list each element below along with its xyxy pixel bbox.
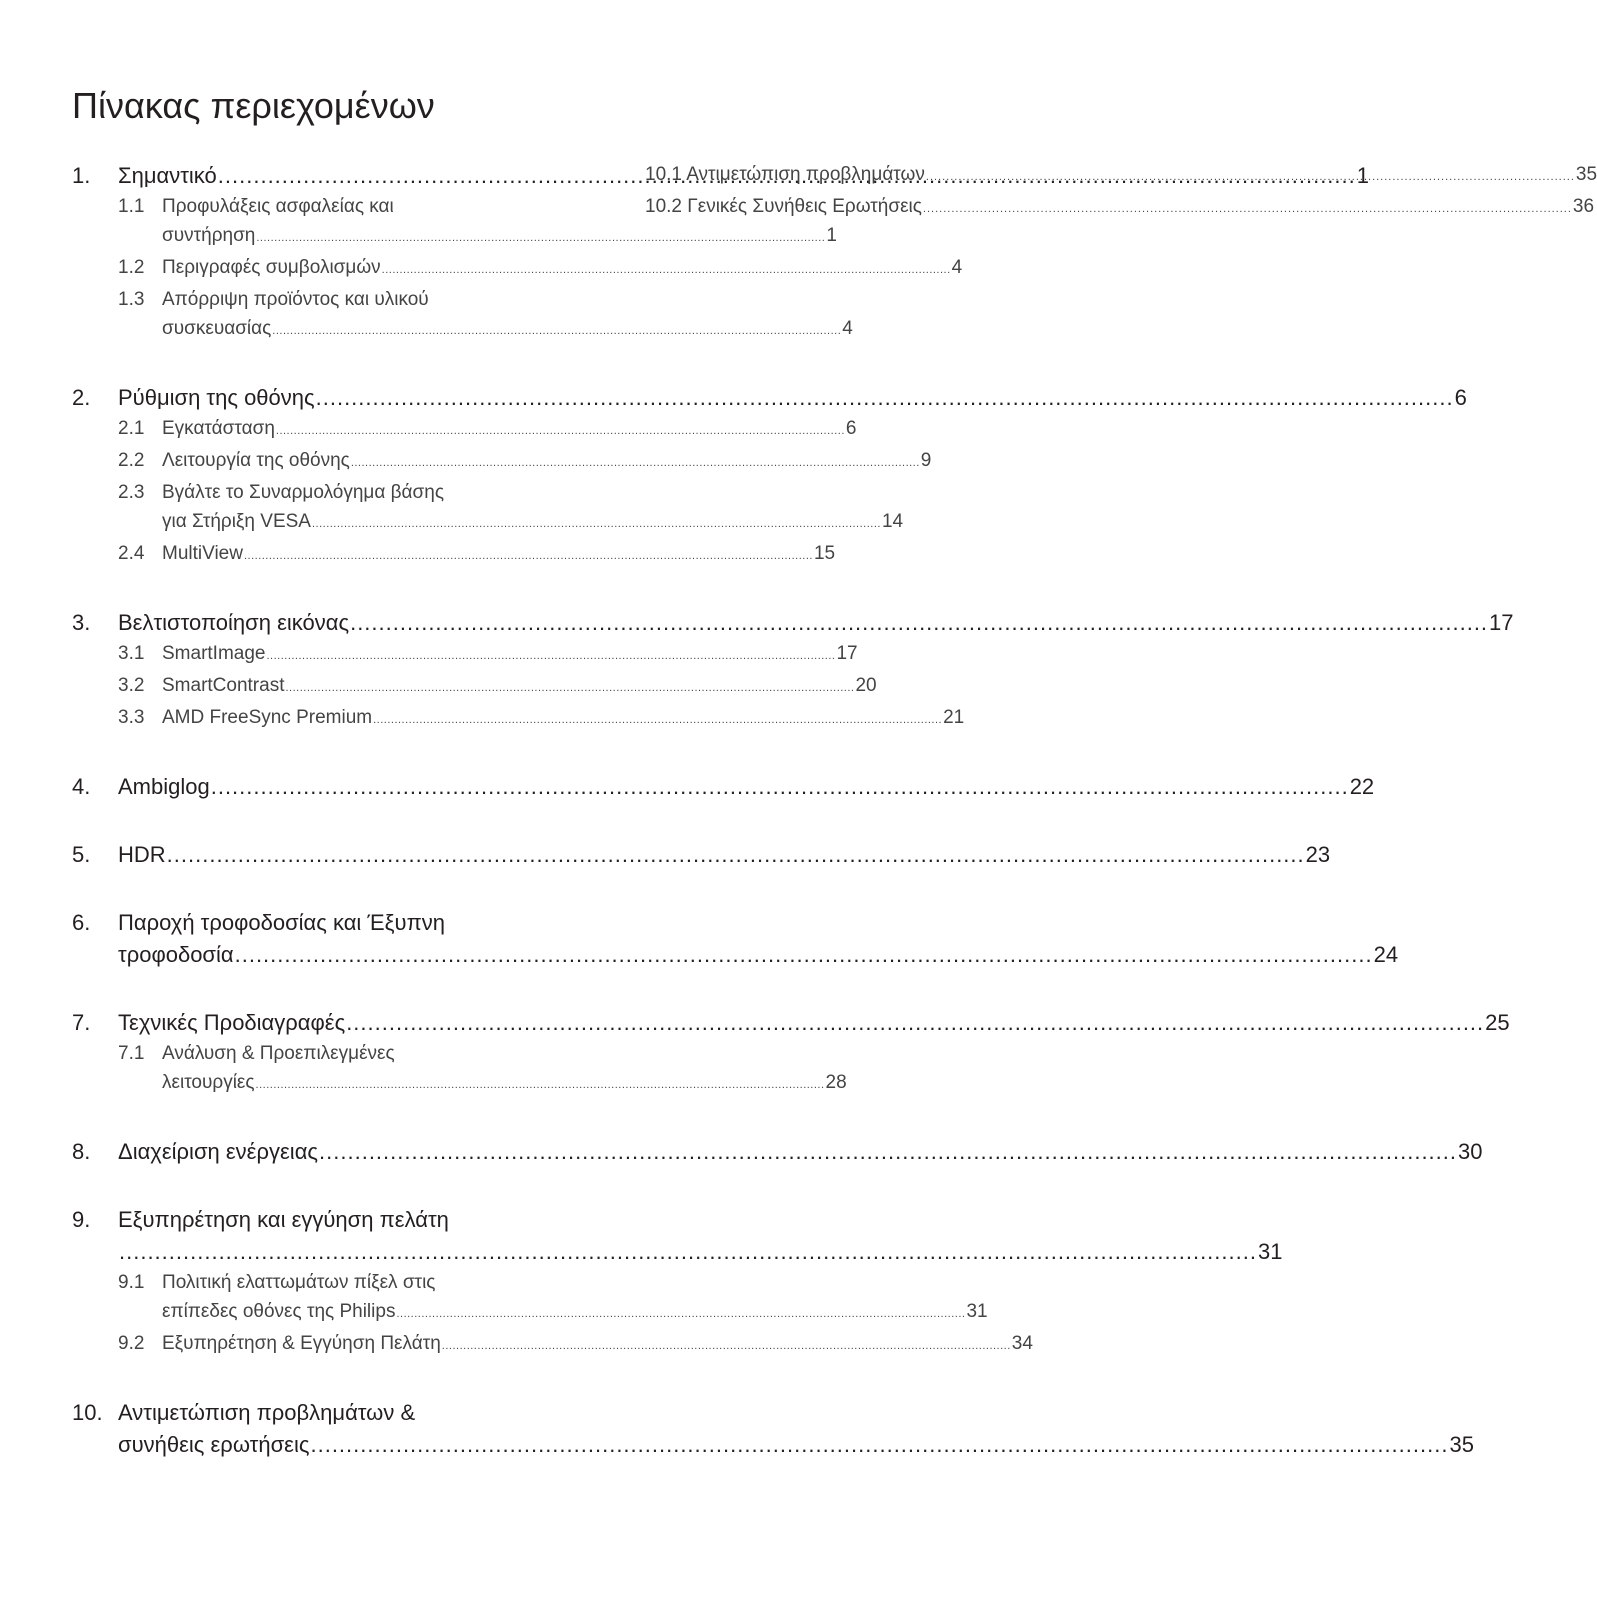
page-number: 22 (1349, 774, 1375, 799)
page-number: 35 (1575, 164, 1597, 185)
toc-line (162, 1039, 847, 1068)
subsection-text (162, 414, 856, 446)
dot-leader (382, 256, 951, 285)
toc-section (72, 907, 1399, 971)
toc-entry-label: Περιγραφές συμβολισμών (162, 257, 381, 278)
toc-line (162, 1329, 1033, 1361)
toc-line (118, 907, 1398, 939)
subsection-title: Γενικές Συνήθεις Ερωτήσεις (687, 196, 922, 217)
subsection-text (162, 703, 964, 735)
toc-chapter-entry[interactable] (72, 1204, 1283, 1268)
toc-entry-label: Τεχνικές Προδιαγραφές (118, 1010, 346, 1035)
toc-chapter-entry[interactable] (72, 1136, 1483, 1168)
toc-entry-label (645, 160, 925, 189)
toc-entry-label: Ambiglog (118, 774, 210, 799)
toc-subsection-entry[interactable] (72, 1329, 1033, 1361)
page-number: 24 (1373, 942, 1399, 967)
toc-entry-label: Ρύθμιση της οθόνης (118, 385, 315, 410)
toc-entry-label: Βγάλτε το Συναρμολόγημα βάσης (162, 482, 444, 503)
toc-line (162, 1268, 988, 1297)
dot-leader (319, 1136, 1457, 1168)
toc-chapter-entry[interactable] (72, 907, 1399, 971)
subsection-number: 1.2 (118, 257, 145, 278)
subsection-number: 9.1 (118, 1272, 145, 1293)
toc-line (118, 939, 1398, 971)
page-number: 31 (1257, 1239, 1283, 1264)
toc-entry-label: Εξυπηρέτηση και εγγύηση πελάτη (118, 1207, 449, 1232)
page-number: 4 (842, 318, 853, 339)
toc-entry-label (645, 192, 922, 221)
toc-entry-label: για Στήριξη VESA (162, 511, 311, 532)
dot-leader (351, 449, 920, 478)
toc-entry-label: Βελτιστοποίηση εικόνας (118, 610, 350, 635)
chapter-number: 1. (72, 163, 91, 188)
dot-leader (310, 1429, 1448, 1461)
toc-chapter-entry[interactable] (72, 771, 1375, 803)
page-number: 28 (825, 1072, 847, 1093)
page-number: 35 (1449, 1432, 1474, 1457)
toc-entry-label: SmartContrast (162, 675, 285, 696)
toc-line (162, 703, 964, 735)
chapter-text (118, 839, 1330, 871)
page-number: 23 (1305, 842, 1331, 867)
subsection-number: 1.3 (118, 289, 145, 310)
toc-section (72, 771, 1375, 803)
toc-subsection-entry[interactable] (645, 160, 1597, 192)
subsection-number: 2.4 (118, 543, 145, 564)
toc-line (162, 639, 858, 671)
subsection-text (162, 639, 858, 671)
subsection-number: 1.1 (118, 196, 145, 217)
toc-entry-label: Ανάλυση & Προεπιλεγμένες (162, 1043, 395, 1064)
dot-leader (235, 939, 1373, 971)
page-number: 31 (966, 1301, 988, 1322)
toc-subsection-entry[interactable] (72, 478, 904, 539)
dot-leader (211, 771, 1349, 803)
toc-subsection-entry[interactable] (72, 671, 877, 703)
chapter-number: 9. (72, 1207, 91, 1232)
subsection-text (162, 478, 903, 539)
chapter-text (118, 907, 1398, 971)
toc-subsection-entry[interactable] (72, 253, 963, 285)
chapter-number: 5. (72, 842, 91, 867)
toc-entry-label: MultiView (162, 543, 243, 564)
toc-line (118, 1204, 1282, 1236)
toc-chapter-entry[interactable] (72, 382, 1467, 414)
toc-line (162, 478, 903, 507)
toc-line (118, 839, 1330, 871)
toc-entry-label: Διαχείριση ενέργειας (118, 1139, 319, 1164)
toc-entry-label: Παροχή τροφοδοσίας και Έξυπνη (118, 910, 445, 935)
toc-entry-label: συντήρηση (162, 225, 256, 246)
toc-chapter-entry[interactable] (72, 607, 1514, 639)
chapter-text (118, 1204, 1282, 1268)
subsection-title: Αντιμετώπιση προβλημάτων (686, 164, 925, 185)
toc-section (72, 607, 1514, 735)
page-number: 4 (951, 257, 963, 278)
toc-entry-label: SmartImage (162, 643, 266, 664)
page-number: 1 (1356, 163, 1369, 188)
subsection-number: 2.1 (118, 418, 145, 439)
toc-entry-label: Απόρριψη προϊόντος και υλικού (162, 289, 429, 310)
toc-entry-label: Εγκατάσταση (162, 418, 275, 439)
subsection-text (162, 253, 962, 285)
toc-entry-label: συνήθεις ερωτήσεις (118, 1432, 310, 1457)
dot-leader (167, 839, 1305, 871)
dot-leader (923, 195, 1572, 224)
toc-entry-label: Προφυλάξεις ασφαλείας και (162, 196, 394, 217)
toc-entry-label: Εξυπηρέτηση & Εγγύηση Πελάτη (162, 1333, 441, 1354)
page-number: 6 (1454, 385, 1467, 410)
toc-line (162, 1068, 847, 1100)
subsection-text (162, 1039, 847, 1100)
chapter-text (118, 1007, 1510, 1039)
page-number: 9 (920, 450, 932, 471)
subsection-text (162, 1329, 1033, 1361)
page-number: 20 (855, 675, 877, 696)
toc-line (162, 253, 962, 285)
toc-subsection-entry[interactable] (72, 1039, 847, 1100)
toc-entry-label: HDR (118, 842, 166, 867)
page-number: 17 (1489, 610, 1514, 635)
toc-subsection-entry[interactable] (72, 285, 853, 346)
dot-leader (256, 1071, 825, 1100)
toc-line (118, 607, 1514, 639)
dot-leader (272, 317, 841, 346)
page-number: 6 (845, 418, 857, 439)
toc-entry-label: Λειτουργία της οθόνης (162, 450, 350, 471)
page-number: 34 (1011, 1333, 1033, 1354)
chapter-number: 4. (72, 774, 91, 799)
chapter-number: 8. (72, 1139, 91, 1164)
toc-entry-label: συσκευασίας (162, 318, 272, 339)
dot-leader (346, 1007, 1484, 1039)
dot-leader (312, 510, 881, 539)
toc-chapter-entry[interactable] (72, 1397, 1474, 1461)
page-number: 36 (1572, 196, 1595, 217)
toc-subsection-entry[interactable] (72, 1268, 988, 1329)
subsection-number: 2.2 (118, 450, 145, 471)
toc-line (162, 221, 837, 253)
dot-leader (396, 1300, 965, 1329)
page-number: 30 (1458, 1139, 1483, 1164)
page-number: 17 (836, 643, 858, 664)
subsection-number: 10.2 (645, 196, 682, 217)
subsection-text (162, 446, 931, 478)
subsection-text (162, 671, 877, 703)
dot-leader (373, 706, 942, 735)
subsection-text (162, 285, 853, 346)
page-title: Πίνακας περιεχομένων (72, 85, 435, 126)
toc-subsection-entry[interactable] (72, 539, 836, 571)
toc-section (72, 839, 1331, 871)
chapter-text (118, 607, 1514, 639)
toc-line (162, 285, 853, 314)
toc-right-column (645, 160, 1597, 224)
toc-entry-label: Σημαντικό (118, 163, 217, 188)
toc-line (645, 160, 1597, 192)
toc-subsection-entry[interactable] (645, 192, 1595, 224)
toc-section (72, 1136, 1483, 1168)
toc-entry-label: λειτουργίες (162, 1072, 255, 1093)
toc-line (162, 446, 931, 478)
chapter-text (118, 1397, 1474, 1461)
toc-line (645, 192, 1595, 224)
toc-entry-label: AMD FreeSync Premium (162, 707, 373, 728)
toc-subsection-entry[interactable] (72, 703, 965, 735)
toc-line (118, 382, 1467, 414)
chapter-number: 3. (72, 610, 91, 635)
toc-line (162, 539, 835, 571)
page-number: 21 (943, 707, 965, 728)
toc-line (118, 1397, 1474, 1429)
toc-line (162, 671, 877, 703)
toc-entry-label: επίπεδες οθόνες της Philips (162, 1301, 396, 1322)
dot-leader (350, 607, 1488, 639)
dot-leader (442, 1332, 1011, 1361)
dot-leader (316, 382, 1454, 414)
toc-line (118, 1236, 1282, 1268)
dot-leader (119, 1236, 1257, 1268)
dot-leader (285, 674, 854, 703)
chapter-text (118, 1136, 1482, 1168)
toc-subsection-entry[interactable] (72, 639, 858, 671)
toc-line (162, 314, 853, 346)
toc-chapter-entry[interactable] (72, 1007, 1510, 1039)
dot-leader (244, 542, 813, 571)
page-number: 1 (826, 225, 837, 246)
subsection-text (162, 1268, 988, 1329)
subsection-number: 2.3 (118, 482, 145, 503)
chapter-number: 7. (72, 1010, 91, 1035)
toc-line (118, 1136, 1482, 1168)
subsection-number: 3.1 (118, 643, 145, 664)
toc-subsection-entry[interactable] (72, 414, 857, 446)
dot-leader (276, 417, 845, 446)
toc-section (72, 1007, 1510, 1100)
chapter-number: 2. (72, 385, 91, 410)
toc-line (118, 1007, 1510, 1039)
toc-section (72, 382, 1467, 571)
toc-entry-label: τροφοδοσία (118, 942, 234, 967)
toc-subsection-entry[interactable] (72, 446, 932, 478)
subsection-number: 7.1 (118, 1043, 145, 1064)
toc-line (118, 771, 1374, 803)
chapter-text (118, 382, 1467, 414)
toc-line (118, 1429, 1474, 1461)
chapter-number: 10. (72, 1400, 103, 1425)
subsection-number: 9.2 (118, 1333, 145, 1354)
toc-line (162, 1297, 988, 1329)
toc-entry-label: Πολιτική ελαττωμάτων πίξελ στις (162, 1272, 436, 1293)
dot-leader (266, 642, 835, 671)
subsection-number: 3.3 (118, 707, 145, 728)
page-number: 14 (881, 511, 904, 532)
toc-section (72, 1397, 1474, 1461)
chapter-text (118, 771, 1374, 803)
toc-section (72, 1204, 1283, 1361)
subsection-number: 3.2 (118, 675, 145, 696)
toc-line (162, 414, 856, 446)
page-number: 15 (813, 543, 836, 564)
toc-entry-label: Αντιμετώπιση προβλημάτων & (118, 1400, 416, 1425)
subsection-text (162, 539, 835, 571)
dot-leader (256, 224, 825, 253)
toc-line (162, 507, 903, 539)
page-number: 25 (1485, 1010, 1510, 1035)
dot-leader (926, 163, 1575, 192)
subsection-number: 10.1 (645, 164, 682, 185)
chapter-number: 6. (72, 910, 91, 935)
toc-chapter-entry[interactable] (72, 839, 1331, 871)
